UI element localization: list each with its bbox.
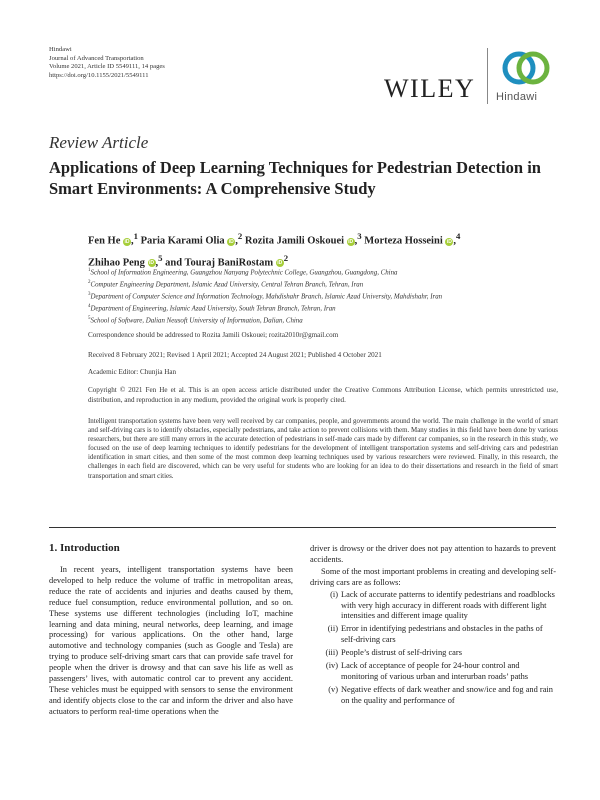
article-type: Review Article: [49, 133, 149, 152]
list-item: (iii) People’s distrust of self-driving cars: [325, 648, 462, 658]
affiliation-item: $^1$School of Information Engineering, Guangzhou Nanyang Polytechnic College, Guangzhou, Guangdong, China: [88, 268, 398, 277]
author-affil-sup: 1: [133, 231, 138, 241]
paragraph: In recent years, intelligent transportation systems have been developed to help reduce the volume of traffic in metropolitan areas, reduce the rate of accidents and injuries and deaths caused by them, reduce fuel consumption, reduce environmental pollution, and so on. These systems use different technologies (including IoT, machine learning and data mining, neural networks, deep learning, and image processing) for various applications. On the other hand, large automotive and technology companies (such as Google and Tesla) are trying to produce self-driving smart cars that can provide safe travel for people when the driver is drowsy and that can save his life as well as passengers’ lives, with automatic control car to prevent any accident. These vehicles must be equipped with sensors to sense the environment and identify objects close to the car and inform the driver and also have actuators to perform real-time operations when the: [49, 565, 293, 716]
affiliation-item: $^2$Computer Engineering Department, Islamic Azad University, Central Tehran Branch, Tehran, Iran: [88, 280, 364, 289]
author-affil-sup: 3: [357, 231, 362, 241]
dates: Received 8 February 2021; Revised 1 April 2021; Accepted 24 August 2021; Published 4 October 2021: [88, 351, 382, 359]
journal-name: Journal of Advanced Transportation: [49, 54, 144, 62]
list-item: (iv) Lack of acceptance of people for 24-hour control and monitoring of various urban and interurban roads’ paths: [325, 661, 529, 681]
list-item: (ii) Error in identifying pedestrians and obstacles in the paths of self-driving cars: [327, 624, 543, 645]
author-affil-sup: 2: [283, 252, 289, 263]
doi-link[interactable]: https://doi.org/10.1155/2021/5549111: [49, 71, 149, 79]
page-title: Applications of Deep Learning Techniques for Pedestrian Detection in Smart Environments: A Comprehensive Study: [49, 158, 541, 198]
copyright: Copyright © 2021 Fen He et al. This is an open access article distributed under the Creative Commons Attribution License, which permits unrestricted use, distribution, and reproduction in any medium, provided the original work is properly cited.: [88, 386, 558, 404]
logo-divider: [487, 48, 488, 104]
academic-editor: Academic Editor: Chunjia Han: [88, 368, 177, 376]
correspondence: Correspondence should be addressed to Rozita Jamili Oskouei; rozita2010r@gmail.com: [88, 331, 339, 339]
orcid-icon[interactable]: iD: [149, 260, 155, 266]
author-name: Fen He: [88, 235, 121, 247]
affiliations: [88, 266, 558, 326]
hindawi-wordmark: Hindawi: [496, 91, 538, 103]
paragraph: driver is drowsy or the driver does not pay attention to hazards to prevent accidents.: [310, 544, 556, 564]
hindawi-logo-icon: [498, 46, 554, 90]
publisher-line: Hindawi: [49, 46, 72, 53]
orcid-icon[interactable]: iD: [446, 238, 452, 245]
orcid-icon[interactable]: iD: [348, 238, 354, 245]
abstract: Intelligent transportation systems have been very well received by car companies, people, and governments around the world. The main challenge in the world of smart and self-driving cars is to identify obstacles, especially pedestrians, and take action to prevent collisions with them. Many studies in this field have been done by various researchers, but there are still many errors in the accurate detection of pedestrians in self-made cars made by different car companies, so in the research in this study, we focused on the use of deep learning techniques to identify pedestrians for the development of intelligent transportation systems and self-driving cars and pedestrian identification in smart cities, and then some of the most common deep learning techniques used by various researchers were reviewed. Finally, in this research, the challenges in each field are discovered, which can be very useful for students who are looking for an idea to do their dissertations and research in the field of smart transportation and smart cities.: [88, 417, 558, 480]
divider: [49, 527, 556, 528]
author-name: Paria Karami Olia: [140, 235, 225, 247]
affiliation-item: $^5$School of Software, Dalian Neusoft University of Information, Dalian, China: [88, 316, 303, 325]
affiliation-item: $^3$Department of Computer Science and Information Technology, Mahdishahr Branch, Islamic Azad University, Mahdishahr, Iran: [88, 292, 443, 301]
author-affil-sup: 4: [455, 231, 461, 241]
orcid-icon[interactable]: iD: [124, 238, 130, 245]
author-list: Fen He iD ,$^1$ Paria Karami Olia iD ,$^2$ Rozita Jamili Oskouei iD ,$^3$ Morteza Hosseini iD ,$^4$ Zhihao Peng iD ,$^5$ and Touraj BaniRostam $iD^2$: [88, 231, 461, 268]
author-affil-sup: 2: [237, 231, 243, 241]
author-affil-sup: 5: [158, 252, 163, 263]
intro-left-column: [49, 565, 293, 718]
orcid-icon[interactable]: iD: [277, 260, 283, 266]
volume-info: Volume 2021, Article ID 5549111, 14 pages: [49, 63, 165, 71]
author-name: Touraj BaniRostam: [184, 257, 274, 268]
affiliation-item: $^4$Department of Engineering, Islamic Azad University, South Tehran Branch, Tehran, Iran: [88, 304, 336, 313]
paragraph: Some of the most important problems in creating and developing self-driving cars are as follows:: [310, 566, 556, 587]
intro-right-column: [310, 544, 556, 709]
author-name: Rozita Jamili Oskouei: [244, 235, 345, 247]
wiley-logo: WILEY: [384, 74, 476, 103]
list-item: (i) Lack of accurate patterns to identify pedestrians and roadblocks with very high accuracy in different roads with different light intensities and different image quality: [330, 589, 555, 621]
journal-meta: [49, 46, 165, 80]
section-heading: 1. Introduction: [49, 542, 120, 554]
orcid-icon[interactable]: iD: [228, 238, 234, 245]
author-name: Morteza Hosseini: [364, 235, 443, 247]
author-name: Zhihao Peng: [88, 257, 145, 268]
list-item: (v) Negative effects of dark weather and snow/ice and fog and rain on the quality and performance of: [328, 684, 553, 705]
